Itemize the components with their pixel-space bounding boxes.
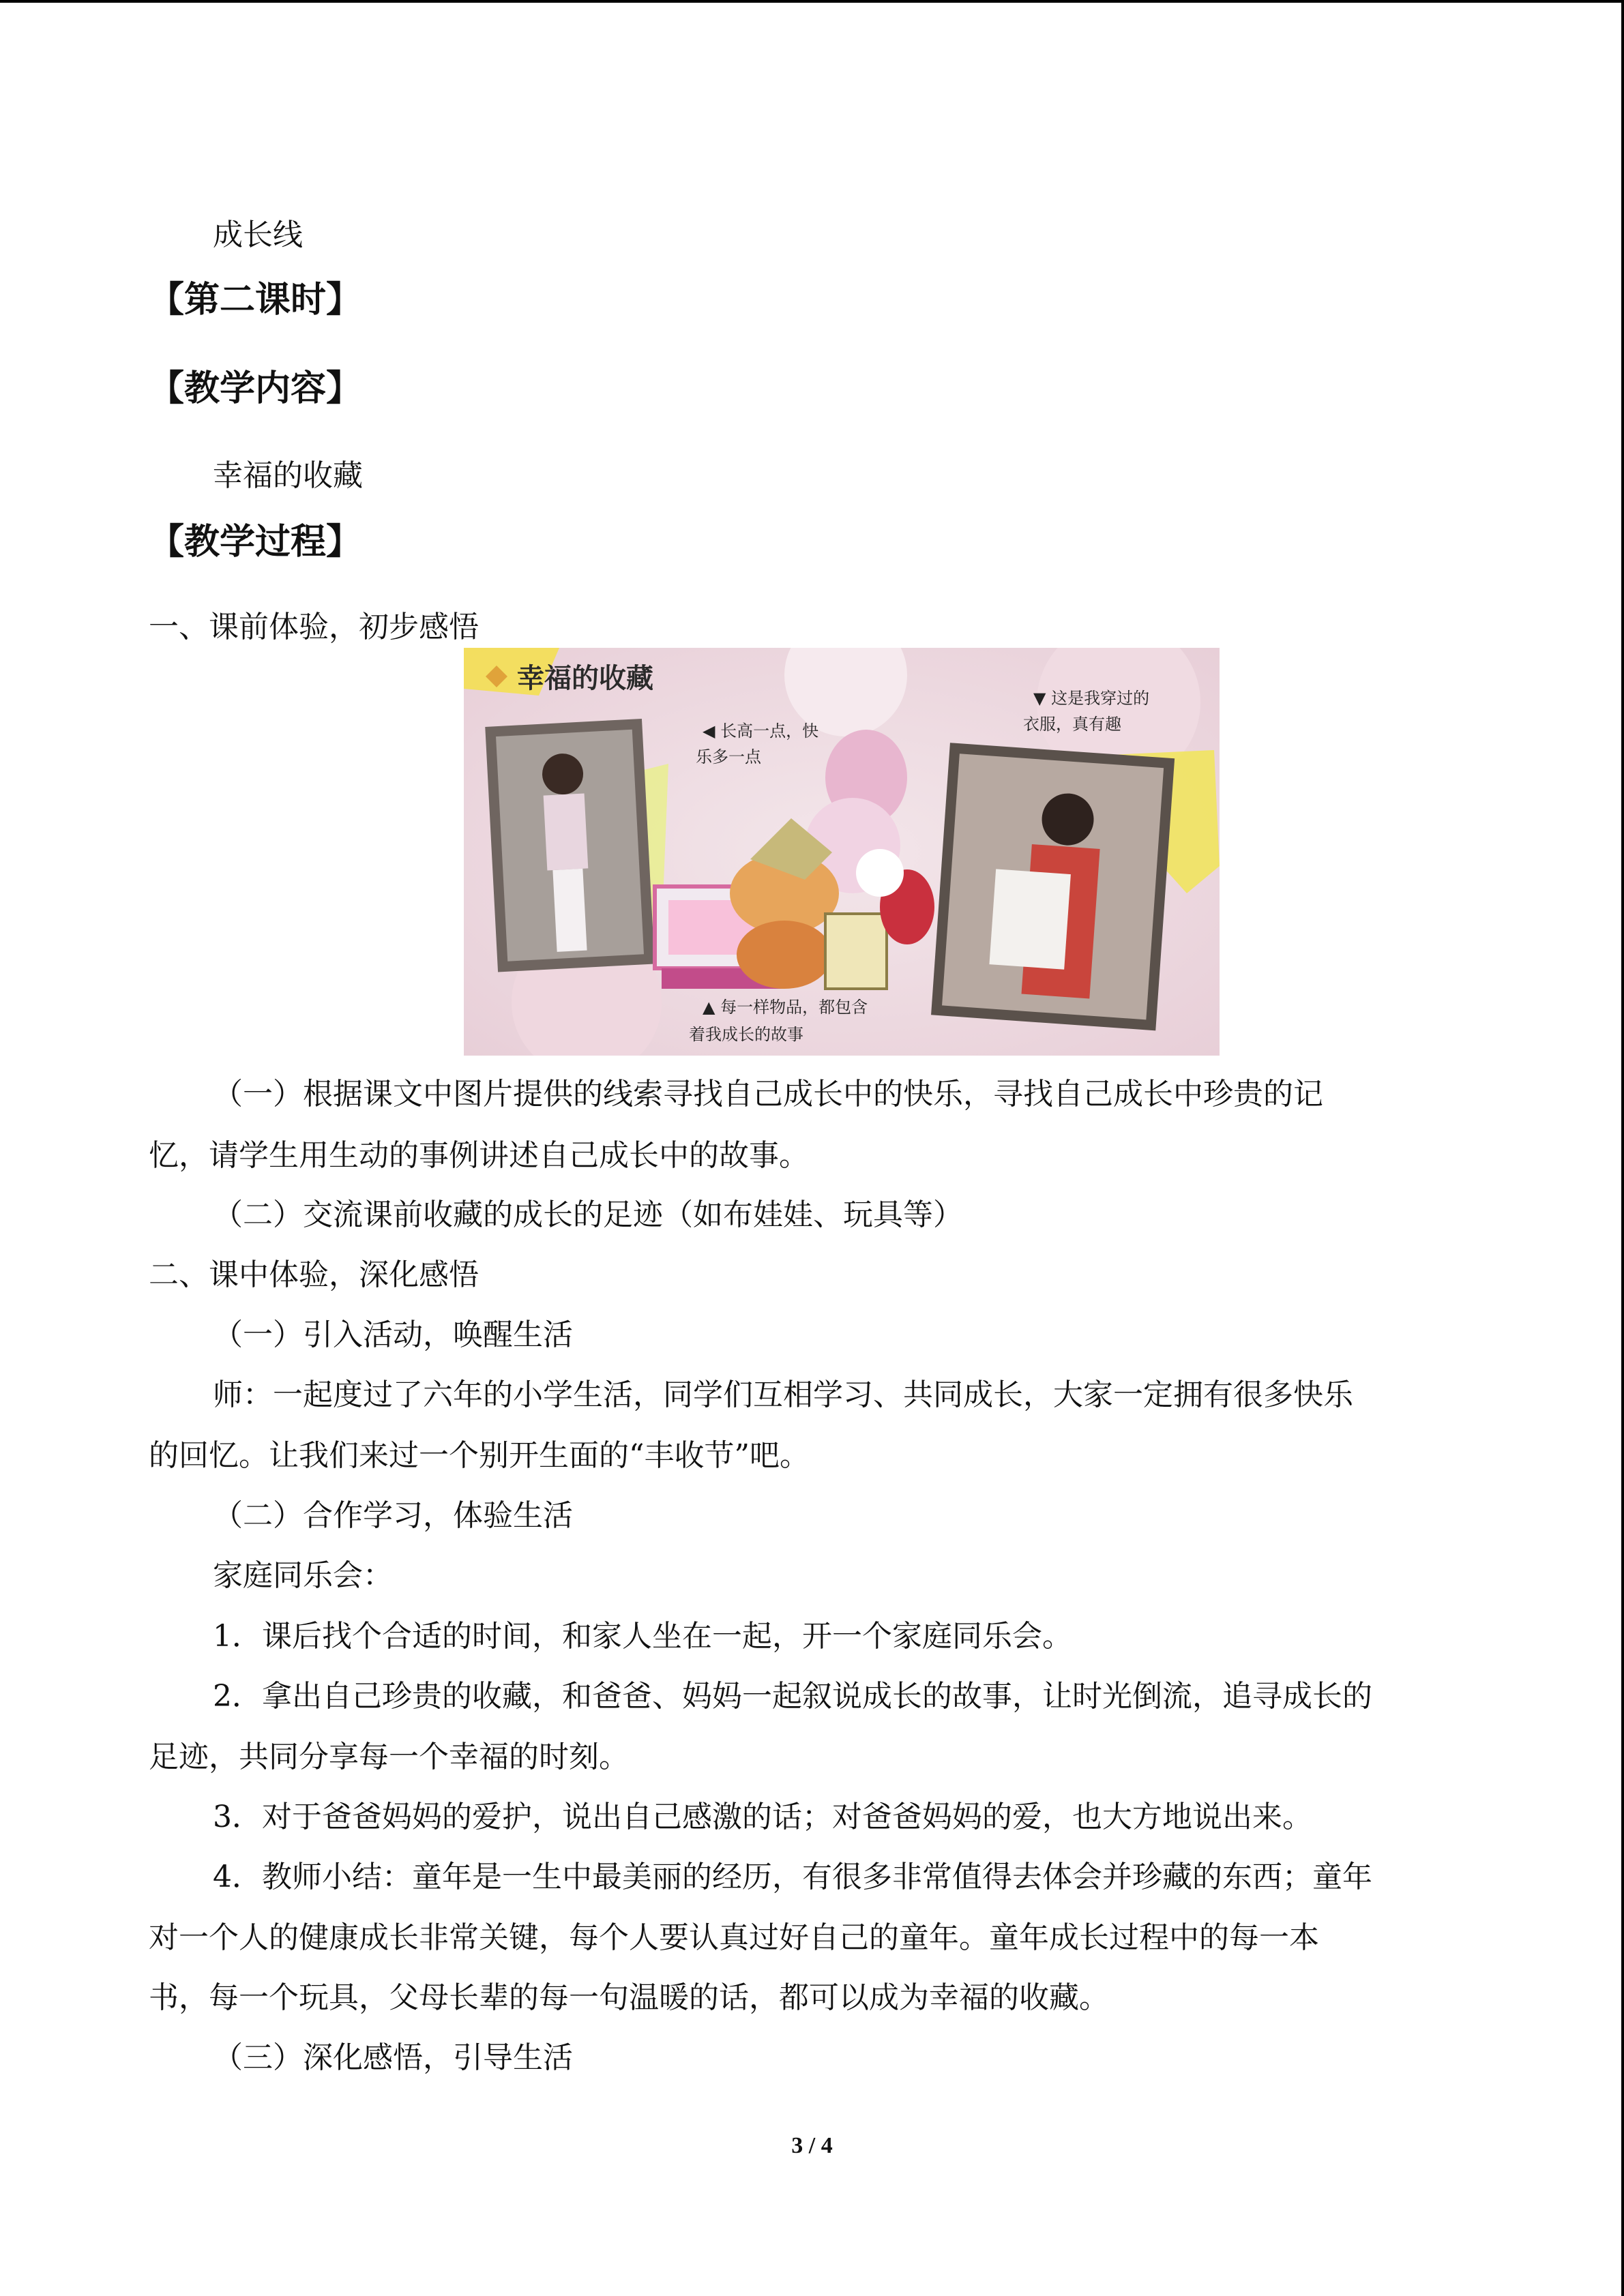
list-item: 1．课后找个合适的时间，和家人坐在一起，开一个家庭同乐会。: [213, 1619, 1072, 1654]
photo-caption: 着我成长的故事: [689, 1025, 803, 1044]
list-item: 足迹，共同分享每一个幸福的时刻。: [149, 1740, 629, 1774]
paragraph-line: （二）交流课前收藏的成长的足迹（如布娃娃、玩具等）: [213, 1197, 963, 1232]
section-heading: 【第二课时】: [149, 280, 362, 320]
text-line: 成长线: [213, 218, 303, 252]
page-border-right: [1621, 0, 1624, 2296]
paragraph-line: 忆，请学生用生动的事例讲述自己成长中的故事。: [149, 1138, 809, 1173]
paragraph-line: 师：一起度过了六年的小学生活，同学们互相学习、共同成长，大家一定拥有很多快乐: [213, 1377, 1353, 1412]
page-number: 3 / 4: [791, 2133, 833, 2158]
paragraph-line: （一）引入活动，唤醒生活: [213, 1317, 573, 1352]
photo-caption: 乐多一点: [696, 747, 761, 766]
text-line: 幸福的收藏: [213, 458, 363, 493]
textbook-photo: [464, 648, 1220, 1056]
paragraph-line: （二）合作学习，体验生活: [213, 1498, 573, 1533]
photo-caption: 衣服，真有趣: [1023, 715, 1121, 734]
photo-caption: ▼ 这是我穿过的: [1033, 689, 1150, 708]
page-border-top: [0, 0, 1624, 3]
photo-title: 幸福的收藏: [517, 663, 653, 694]
section-heading: 【教学过程】: [149, 522, 362, 563]
list-item: 4．教师小结：童年是一生中最美丽的经历，有很多非常值得去体会并珍藏的东西；童年: [213, 1860, 1372, 1894]
paragraph-line: 家庭同乐会：: [213, 1558, 393, 1593]
paragraph-line: （三）深化感悟，引导生活: [213, 2040, 573, 2075]
photo-caption: ◀ 长高一点，快: [703, 721, 819, 741]
section-title: 一、课前体验，初步感悟: [149, 610, 479, 644]
list-item: 书，每一个玩具，父母长辈的每一句温暖的话，都可以成为幸福的收藏。: [149, 1980, 1109, 2015]
list-item: 2．拿出自己珍贵的收藏，和爸爸、妈妈一起叙说成长的故事，让时光倒流，追寻成长的: [213, 1679, 1372, 1714]
section-heading: 【教学内容】: [149, 368, 362, 409]
list-item: 3．对于爸爸妈妈的爱护，说出自己感激的话；对爸爸妈妈的爱，也大方地说出来。: [213, 1800, 1312, 1834]
list-item: 对一个人的健康成长非常关键，每个人要认真过好自己的童年。童年成长过程中的每一本: [149, 1920, 1319, 1955]
section-title: 二、课中体验，深化感悟: [149, 1257, 479, 1292]
photo-caption: ▲ 每一样物品，都包含: [703, 998, 868, 1017]
paragraph-line: 的回忆。让我们来过一个别开生面的“丰收节”吧。: [149, 1438, 810, 1473]
paragraph-line: （一）根据课文中图片提供的线索寻找自己成长中的快乐，寻找自己成长中珍贵的记: [213, 1077, 1323, 1112]
